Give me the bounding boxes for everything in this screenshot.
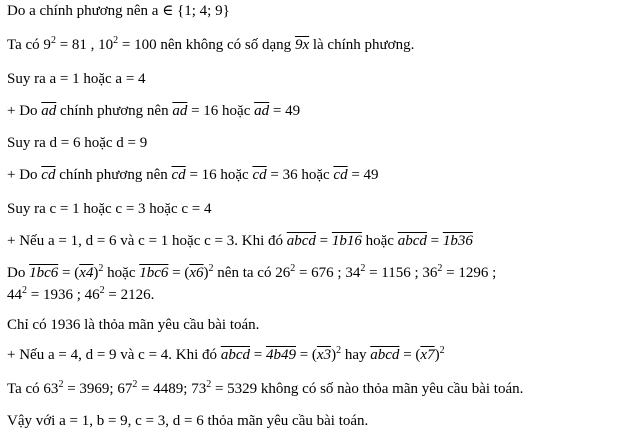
overlined-number: $\overline{ad}$ bbox=[41, 103, 57, 119]
superscript-exponent: 2 bbox=[208, 263, 214, 274]
text-run: = 1296 ; bbox=[442, 265, 497, 281]
text-run: chính phương nên bbox=[56, 103, 173, 119]
line-03 bbox=[7, 70, 146, 88]
text-run: Do bbox=[7, 265, 30, 281]
text-run: Vậy với a = 1, b = 9, c = 3, d = 6 thỏa mãn yêu cầu bài toán. bbox=[7, 413, 369, 429]
line-09 bbox=[7, 264, 496, 282]
line-10 bbox=[7, 286, 154, 304]
text-run: = 1156 ; 36 bbox=[365, 265, 438, 281]
text-run: = 16 hoặc bbox=[187, 103, 255, 119]
line-08 bbox=[7, 232, 473, 250]
superscript-exponent: 2 bbox=[58, 379, 64, 390]
text-run: Chỉ có 1936 là thỏa mãn yêu cầu bài toán. bbox=[7, 317, 260, 333]
text-run: = 49 bbox=[269, 103, 301, 119]
text-run: = bbox=[249, 347, 266, 363]
overlined-number: 1b16 bbox=[331, 233, 362, 249]
overlined-number: $\overline{cd}$ bbox=[333, 167, 348, 183]
text-run: = ( bbox=[168, 265, 190, 281]
text-run: = 676 ; 34 bbox=[295, 265, 361, 281]
superscript-exponent: 2 bbox=[132, 379, 138, 390]
overlined-number: 9x bbox=[294, 37, 310, 53]
text-run: ) bbox=[93, 265, 99, 281]
overlined-number: x4 bbox=[79, 265, 94, 281]
text-run: hoặc bbox=[361, 233, 398, 249]
text-run: Ta có 9 bbox=[7, 37, 51, 53]
overlined-number: $\overline{cd}$ bbox=[252, 167, 267, 183]
text-run: = ( bbox=[295, 347, 317, 363]
text-run: = 3969; 67 bbox=[63, 381, 133, 397]
superscript-exponent: 2 bbox=[98, 263, 104, 274]
text-run: Ta có 63 bbox=[7, 381, 59, 397]
superscript-exponent: 2 bbox=[99, 285, 105, 296]
text-run: = 5329 không có số nào thỏa mãn yêu cầu bài toán. bbox=[211, 381, 524, 397]
line-11 bbox=[7, 316, 259, 334]
line-06 bbox=[7, 166, 379, 184]
text-run: + Do bbox=[7, 103, 42, 119]
text-run: = 1936 ; 46 bbox=[27, 287, 100, 303]
line-05 bbox=[7, 134, 147, 152]
line-12 bbox=[7, 346, 445, 364]
text-run: + Nếu a = 4, d = 9 và c = 4. Khi đó bbox=[7, 347, 221, 363]
overlined-number: $\overline{ad}$ bbox=[172, 103, 188, 119]
text-run: Suy ra a = 1 hoặc a = 4 bbox=[7, 71, 146, 87]
text-run: hay bbox=[341, 347, 371, 363]
overlined-number: $\overline{ad}$ bbox=[254, 103, 270, 119]
overlined-number: 1b36 bbox=[442, 233, 473, 249]
superscript-exponent: 2 bbox=[22, 285, 27, 296]
text-run: ) bbox=[203, 265, 209, 281]
superscript-exponent: 2 bbox=[439, 345, 445, 356]
text-run: Suy ra d = 6 hoặc d = 9 bbox=[7, 135, 148, 151]
overlined-number: abcd bbox=[220, 347, 250, 363]
overlined-number: 1bc6 bbox=[29, 265, 59, 281]
overlined-number: abcd bbox=[397, 233, 427, 249]
text-run: Suy ra c = 1 hoặc c = 3 hoặc c = 4 bbox=[7, 201, 212, 217]
overlined-number: abcd bbox=[370, 347, 400, 363]
line-07 bbox=[7, 200, 211, 218]
superscript-exponent: 2 bbox=[336, 345, 342, 356]
superscript-exponent: 2 bbox=[206, 379, 212, 390]
text-run: + Nếu a = 1, d = 6 và c = 1 hoặc c = 3. Khi đó bbox=[7, 233, 287, 249]
text-run: chính phương nên bbox=[55, 167, 172, 183]
overlined-number: x6 bbox=[189, 265, 204, 281]
superscript-exponent: 2 bbox=[290, 263, 296, 274]
superscript-exponent: 2 bbox=[50, 35, 56, 46]
text-run: = 36 hoặc bbox=[266, 167, 334, 183]
text-run: Do a chính phương nên a ∈ {1; 4; 9} bbox=[7, 3, 230, 19]
text-run: = bbox=[426, 233, 443, 249]
overlined-number: 1bc6 bbox=[139, 265, 169, 281]
superscript-exponent: 2 bbox=[437, 263, 443, 274]
line-04 bbox=[7, 102, 300, 120]
overlined-number: $\overline{cd}$ bbox=[171, 167, 186, 183]
text-run: = 49 bbox=[347, 167, 379, 183]
overlined-number: 4b49 bbox=[265, 347, 296, 363]
overlined-number: x7 bbox=[420, 347, 435, 363]
overlined-number: x3 bbox=[316, 347, 332, 363]
text-run: là chính phương. bbox=[309, 37, 415, 53]
line-13 bbox=[7, 380, 523, 398]
text-run: = ( bbox=[399, 347, 421, 363]
text-run: = 100 nên không có số dạng bbox=[118, 37, 295, 53]
text-run: nên ta có 26 bbox=[213, 265, 291, 281]
line-02 bbox=[7, 36, 414, 54]
superscript-exponent: 2 bbox=[360, 263, 366, 274]
text-run: = bbox=[315, 233, 332, 249]
superscript-exponent: 2 bbox=[113, 35, 119, 46]
overlined-number: abcd bbox=[286, 233, 316, 249]
overlined-number: $\overline{cd}$ bbox=[41, 167, 56, 183]
text-run: + Do bbox=[7, 167, 42, 183]
text-run: = 16 hoặc bbox=[185, 167, 253, 183]
text-run: ) bbox=[331, 347, 337, 363]
text-run: 44 bbox=[7, 287, 22, 303]
line-01 bbox=[7, 2, 230, 20]
text-run: = 2126. bbox=[104, 287, 155, 303]
text-run: hoặc bbox=[103, 265, 140, 281]
text-run: = 4489; 73 bbox=[137, 381, 207, 397]
text-run: ) bbox=[434, 347, 440, 363]
line-14 bbox=[7, 412, 368, 430]
text-run: = 81 , 10 bbox=[55, 37, 114, 53]
text-run: = ( bbox=[58, 265, 80, 281]
